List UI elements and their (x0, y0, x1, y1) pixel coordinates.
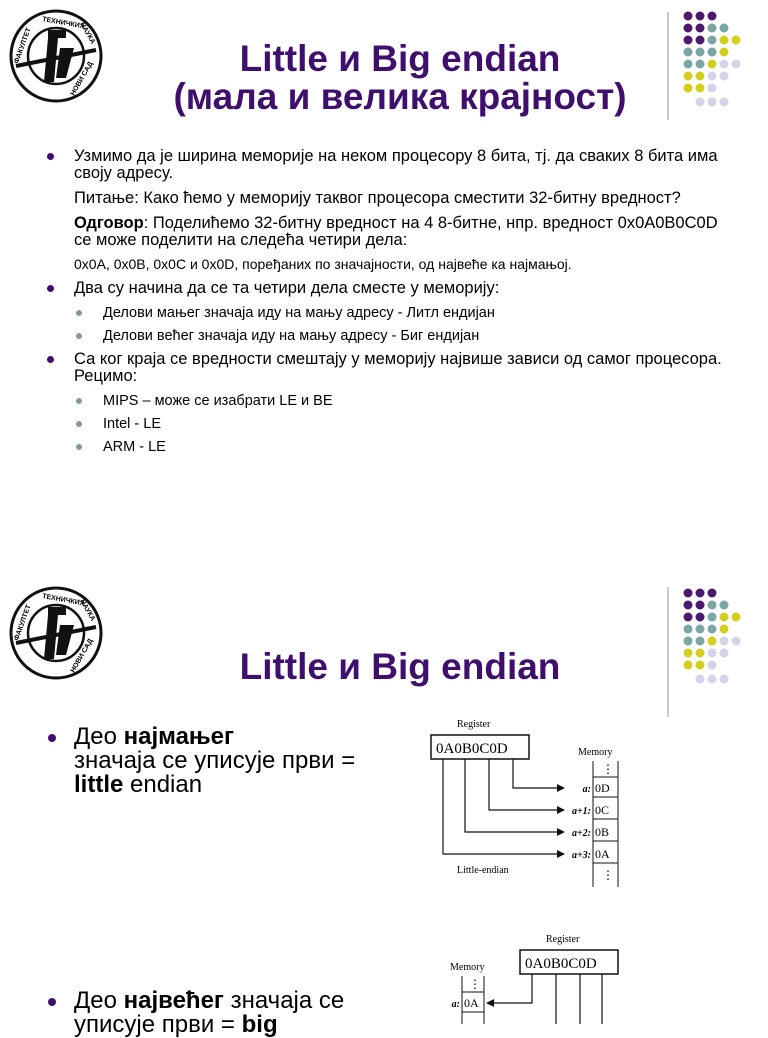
big-endian-bullet-text (40, 989, 380, 1037)
bullet-dot-2 (48, 998, 56, 1006)
big-arrows (494, 974, 602, 1024)
logo-ring-text-top: ТЕХНИЧКИХ (41, 16, 85, 31)
bullet-memory-width: Узмимо да је ширина меморије на неком процесору 8 бита, тј. да сваких 8 бита има своју адресу. (40, 148, 730, 182)
big-pre: Део (74, 987, 124, 1014)
big-endian-diagram (440, 930, 640, 1024)
little-cell-2: 0B (595, 825, 610, 839)
logo2-ring-text-top: ТЕХНИЧКИХ (41, 593, 85, 608)
logo2-ring-text-right: НАУКА (78, 598, 97, 623)
big-bold-big: big (241, 1011, 278, 1038)
big-register-value: 0A0B0C0D (525, 956, 597, 972)
bullet-two-ways: Два су начина да се та четири дела сместе у меморију: (40, 280, 730, 297)
little-memory-ellipsis-bottom: ⋮ (602, 868, 614, 882)
little-post: endian (123, 771, 203, 798)
little-bold-least: најмањег (123, 723, 235, 750)
little-arrows (443, 759, 557, 854)
big-bold-most: највећег (123, 987, 224, 1014)
bullet-dot (48, 734, 56, 742)
slide-1-content (40, 148, 730, 462)
slide-1-title (120, 40, 680, 116)
logo2-ring-text-bottom: НОВИ САД (69, 637, 95, 674)
little-memory-label: Memory (578, 747, 613, 758)
logo-ring-text-bottom: НОВИ САД (69, 60, 95, 97)
little-memory-ellipsis-top: ⋮ (602, 762, 614, 776)
answer-text: : Поделићемо 32-битну вредност на 4 8-битне, нпр. вредност 0x0A0B0C0D се може поделити на следећа четири дела: (74, 214, 718, 249)
sub-bullet-little-endian: Делови мањег значаја иду на мању адресу - Литл ендијан (40, 305, 730, 321)
logo-ring-text-left: ФАКУЛТЕТ (13, 27, 33, 65)
little-addr-3: a+3: (571, 850, 591, 861)
big-cell-0: 0A (464, 996, 479, 1010)
decorative-dot-grid-2 (682, 587, 754, 699)
answer-label: Одговор (74, 214, 144, 232)
little-addr-2: a+2: (571, 828, 591, 839)
sub-bullet-mips: MIPS – може се изабрати LE и BE (40, 393, 730, 409)
bullet-processor-dependence: Са ког краја се вредности смештају у меморију највише зависи од самог процесора. Рецимо: (40, 351, 730, 385)
little-cell-3: 0A (595, 847, 610, 861)
little-endian-bullet-text (40, 725, 360, 797)
big-mid: значаја се уписује први = (74, 987, 345, 1038)
logo2-ring-text-left: ФАКУЛТЕТ (13, 604, 33, 642)
header-divider (667, 12, 669, 120)
byte-parts-paragraph: 0x0A, 0x0B, 0x0C и 0x0D, поређаних по значајности, од највеће ка најмањој. (74, 256, 572, 272)
little-endian-caption: Little-endian (457, 865, 509, 876)
sub-bullet-intel: Intel - LE (40, 416, 730, 432)
university-logo (8, 8, 104, 104)
little-addr-1: a+1: (571, 806, 591, 817)
big-addr-0: a: (451, 999, 460, 1010)
big-register-label: Register (546, 934, 580, 945)
slide-2 (0, 575, 768, 1038)
decorative-dot-grid (682, 10, 754, 122)
little-cell-1: 0C (595, 803, 610, 817)
little-addr-0: a: (582, 784, 591, 795)
dot-grid-pattern-2 (684, 589, 741, 684)
little-mid: значаја се уписује први = (74, 747, 356, 774)
slide-1-title-line2: (мала и велика крајност) (173, 76, 627, 117)
logo-ring-text-right: НАУКА (78, 21, 97, 46)
little-bold-little: little (74, 771, 124, 798)
sub-bullet-big-endian: Делови већег значаја иду на мању адресу - Биг ендијан (40, 328, 730, 344)
sub-bullet-arm: ARM - LE (40, 439, 730, 455)
header-divider-2 (667, 587, 669, 717)
little-endian-bullet (40, 725, 360, 797)
little-pre: Део (74, 723, 124, 750)
question-paragraph: Питање: Како ћемо у меморију таквог процесора сместити 32-битну вредност? (74, 189, 681, 207)
little-endian-diagram (425, 715, 635, 895)
answer-paragraph (40, 215, 730, 249)
little-cell-0: 0D (595, 781, 610, 795)
slide-1-title-line1: Little и Big endian (239, 38, 561, 79)
university-logo-2 (8, 585, 104, 681)
big-memory-ellipsis: ⋮ (469, 977, 481, 991)
little-register-value: 0A0B0C0D (436, 741, 508, 757)
little-register-label: Register (457, 719, 491, 730)
big-memory-label: Memory (450, 962, 485, 973)
big-endian-bullet (40, 989, 380, 1037)
dot-grid-pattern (684, 12, 741, 107)
slide-2-title: Little и Big endian (239, 646, 561, 687)
